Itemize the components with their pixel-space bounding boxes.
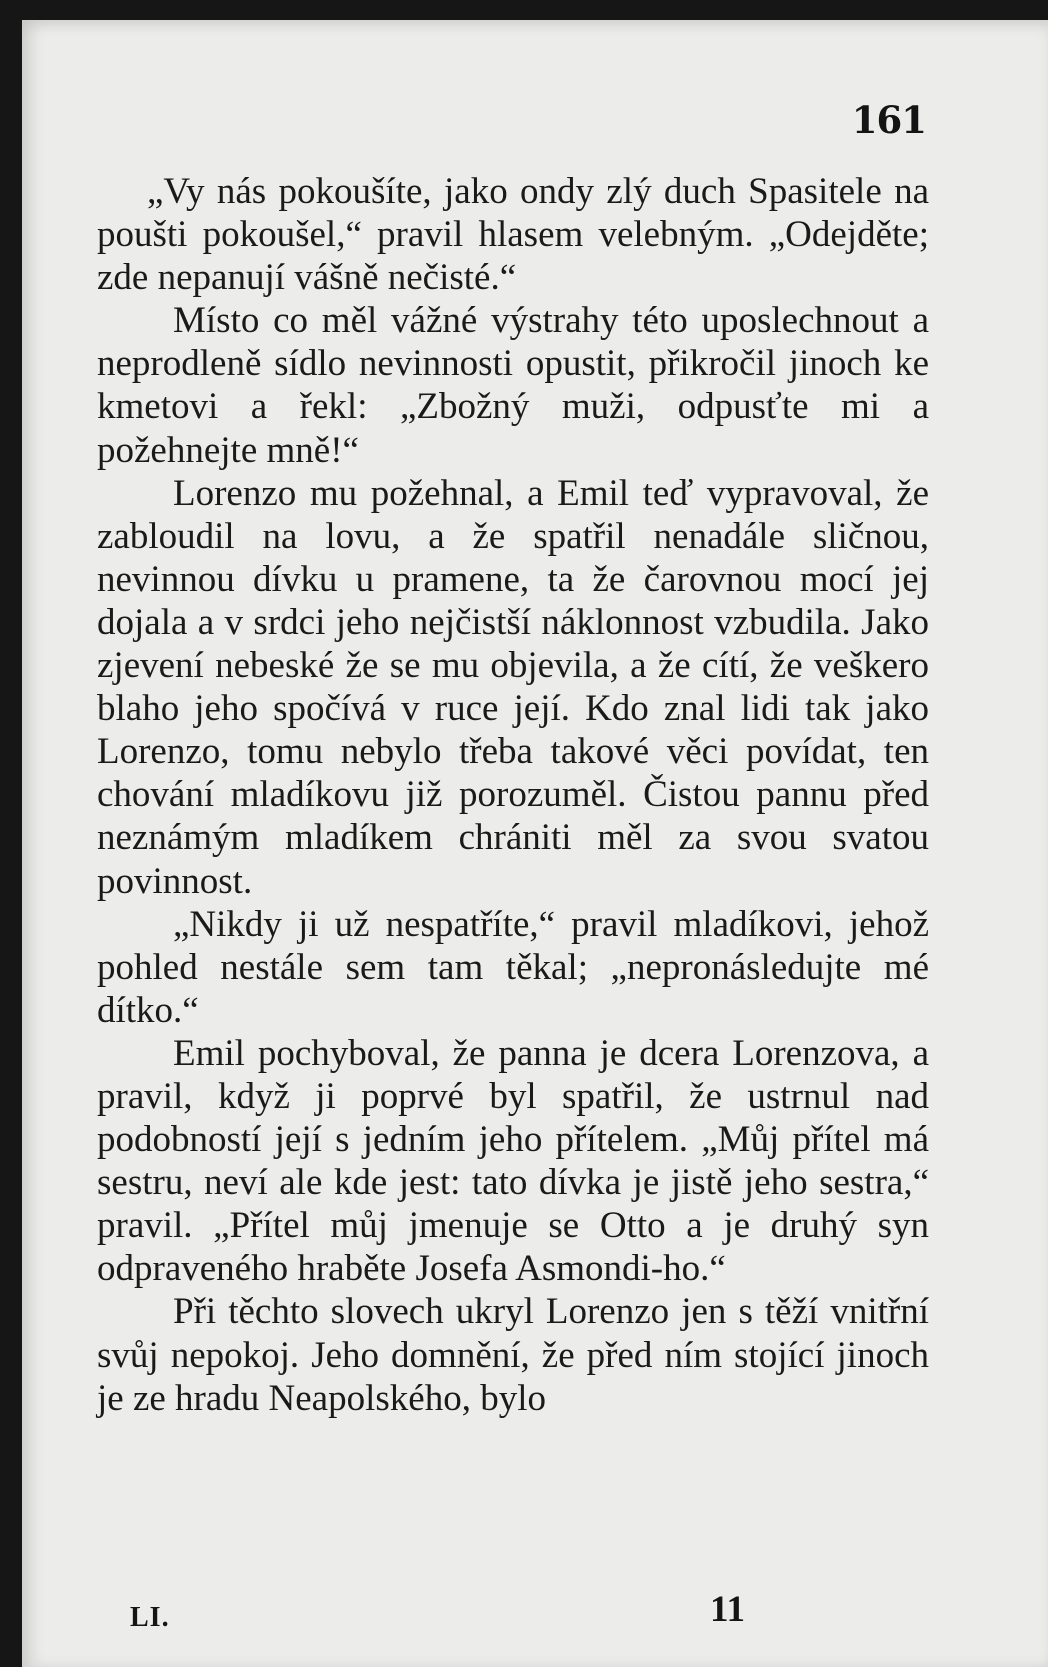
signature-number: 11	[710, 1589, 745, 1630]
paragraph: „Nikdy ji už nespatříte,“ pravil mladíkovi, jehož pohled nestále sem tam těkal; „nepronásledujte mé dítko.“	[97, 903, 929, 1031]
paragraph: „Vy nás pokoušíte, jako ondy zlý duch Spasitele na poušti pokoušel,“ pravil hlasem velebným. „Odejděte; zde nepanují vášně nečisté.“	[97, 171, 929, 299]
page-number: 161	[851, 98, 926, 142]
paragraph: Emil pochyboval, že panna je dcera Lorenzova, a pravil, když ji poprvé byl spatřil, že ustrnul nad podobností její s jedním jeho přítelem. „Můj přítel má sestru, neví ale kde jest: tato dívka je jistě jeho sestra,“ pravil. „Přítel můj jmenuje se Otto a je druhý syn odpraveného hraběte Josefa Asmondi-ho.“	[97, 1032, 929, 1290]
paragraph: Lorenzo mu požehnal, a Emil teď vypravoval, že zabloudil na lovu, a že spatřil nenadále sličnou, nevinnou dívku u pramene, ta že čarovnou mocí jej dojala a v srdci jeho nejčistší náklonnost vzbudila. Jako zjevení nebeské že se mu objevila, a že cítí, že veškero blaho jeho spočívá v ruce její. Kdo znal lidi tak jako Lorenzo, tomu nebylo třeba takové věci povídat, ten chování mladíkovu již porozuměl. Čistou pannu před neznámým mladíkem chrániti měl za svou svatou povinnost.	[97, 472, 929, 902]
body-text	[97, 170, 929, 1420]
paragraph: Místo co měl vážné výstrahy této uposlechnout a neprodleně sídlo nevinnosti opustit, přikročil jinoch ke kmetovi a řekl: „Zbožný muži, odpusťte mi a požehnejte mně!“	[97, 300, 929, 471]
paragraph: Při těchto slovech ukryl Lorenzo jen s těží vnitřní svůj nepokoj. Jeho domnění, že před ním stojící jinoch je ze hradu Neapolského, bylo	[97, 1291, 929, 1419]
printer-signature: LI.	[130, 1602, 170, 1633]
book-page	[22, 20, 1048, 1667]
page-footer	[130, 1588, 830, 1636]
